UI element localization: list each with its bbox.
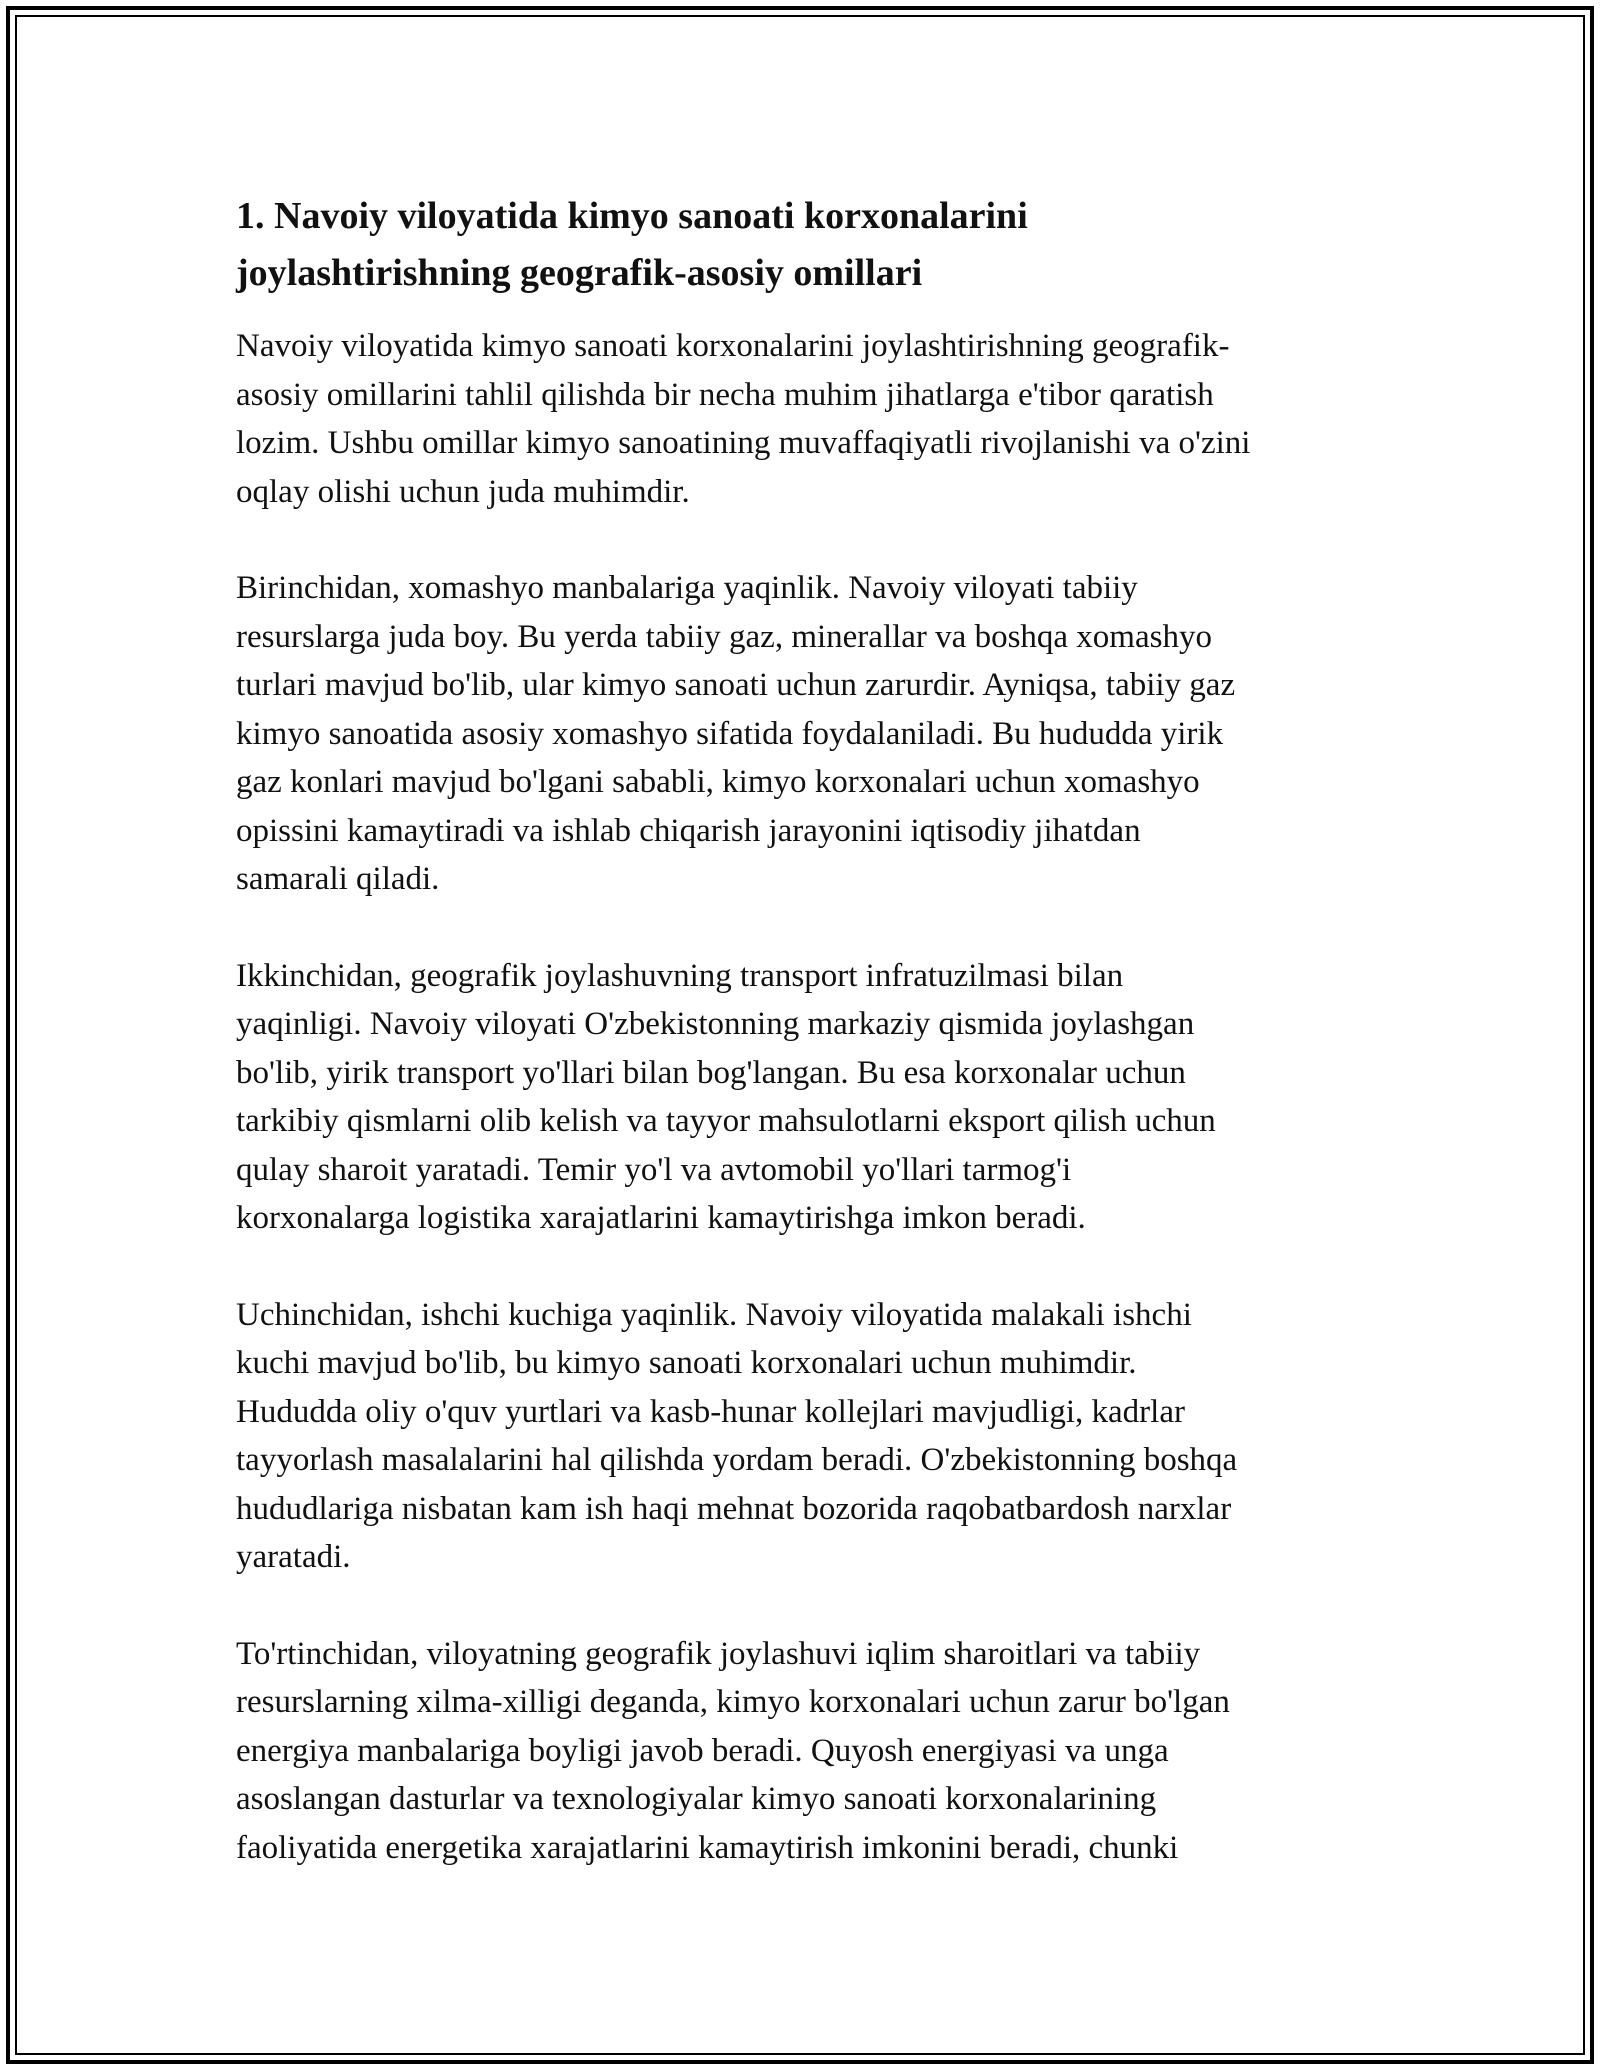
document-body (236, 188, 1386, 1920)
text-line: opissini kamaytiradi va ishlab chiqarish jarayonini iqtisodiy jihatdan (236, 812, 1141, 849)
text-line: asosiy omillarini tahlil qilishda bir necha muhim jihatlarga e'tibor qaratish (236, 376, 1214, 413)
text-line: gaz konlari mavjud bo'lgani sababli, kimyo korxonalari uchun xomashyo (236, 764, 1200, 800)
paragraph-raw-materials (236, 564, 1386, 904)
text-line: hududlariga nisbatan kam ish haqi mehnat bozorida raqobatbardosh narxlar (236, 1490, 1232, 1527)
text-line: Navoiy viloyatida kimyo sanoati korxonalarini joylashtirishning geografik- (236, 328, 1230, 364)
section-heading-line-2: joylashtirishning geografik-asosiy omillari (236, 252, 923, 294)
text-line: faoliyatida energetika xarajatlarini kamaytirish imkonini beradi, chunki (236, 1829, 1179, 1866)
text-line: korxonalarga logistika xarajatlarini kamaytirishga imkon beradi. (236, 1200, 1086, 1236)
paragraph-climate-energy (236, 1630, 1386, 1873)
text-line: lozim. Ushbu omillar kimyo sanoatining muvaffaqiyatli rivojlanishi va o'zini (236, 425, 1251, 461)
section-heading (236, 188, 1386, 302)
text-line: bo'lib, yirik transport yo'llari bilan bog'langan. Bu esa korxonalar uchun (236, 1054, 1186, 1091)
paragraph-transport (236, 952, 1386, 1243)
text-line: Hududda oliy o'quv yurtlari va kasb-hunar kollejlari mavjudligi, kadrlar (236, 1393, 1185, 1430)
text-line: resurslarga juda boy. Bu yerda tabiiy gaz, minerallar va boshqa xomashyo (236, 618, 1212, 655)
text-line: yaratadi. (236, 1539, 351, 1575)
text-line: kuchi mavjud bo'lib, bu kimyo sanoati korxonalari uchun muhimdir. (236, 1345, 1137, 1381)
text-line: samarali qiladi. (236, 861, 440, 897)
text-line: yaqinligi. Navoiy viloyati O'zbekistonning markaziy qismida joylashgan (236, 1006, 1195, 1042)
text-line: Ikkinchidan, geografik joylashuvning transport infratuzilmasi bilan (236, 957, 1124, 994)
section-heading-line-1: 1. Navoiy viloyatida kimyo sanoati korxonalarini (236, 195, 1028, 237)
text-line: tarkibiy qismlarni olib kelish va tayyor mahsulotlarni eksport qilish uchun (236, 1103, 1216, 1139)
text-line: To'rtinchidan, viloyatning geografik joylashuvi iqlim sharoitlari va tabiiy (236, 1635, 1201, 1672)
text-line: turlari mavjud bo'lib, ular kimyo sanoati uchun zarurdir. Ayniqsa, tabiiy gaz (236, 667, 1236, 703)
paragraph-intro (236, 322, 1386, 516)
paragraph-labor (236, 1291, 1386, 1582)
text-line: tayyorlash masalalarini hal qilishda yordam beradi. O'zbekistonning boshqa (236, 1442, 1238, 1478)
text-line: qulay sharoit yaratadi. Temir yo'l va avtomobil yo'llari tarmog'i (236, 1151, 1072, 1188)
text-line: oqlay olishi uchun juda muhimdir. (236, 473, 690, 510)
text-line: kimyo sanoatida asosiy xomashyo sifatida foydalaniladi. Bu hududda yirik (236, 715, 1224, 752)
text-line: energiya manbalariga boyligi javob beradi. Quyosh energiyasi va unga (236, 1732, 1169, 1769)
text-line: Uchinchidan, ishchi kuchiga yaqinlik. Navoiy viloyatida malakali ishchi (236, 1296, 1192, 1333)
text-line: asoslangan dasturlar va texnologiyalar kimyo sanoati korxonalarining (236, 1781, 1157, 1817)
text-line: Birinchidan, xomashyo manbalariga yaqinlik. Navoiy viloyati tabiiy (236, 570, 1138, 606)
text-line: resurslarning xilma-xilligi deganda, kimyo korxonalari uchun zarur bo'lgan (236, 1684, 1230, 1720)
